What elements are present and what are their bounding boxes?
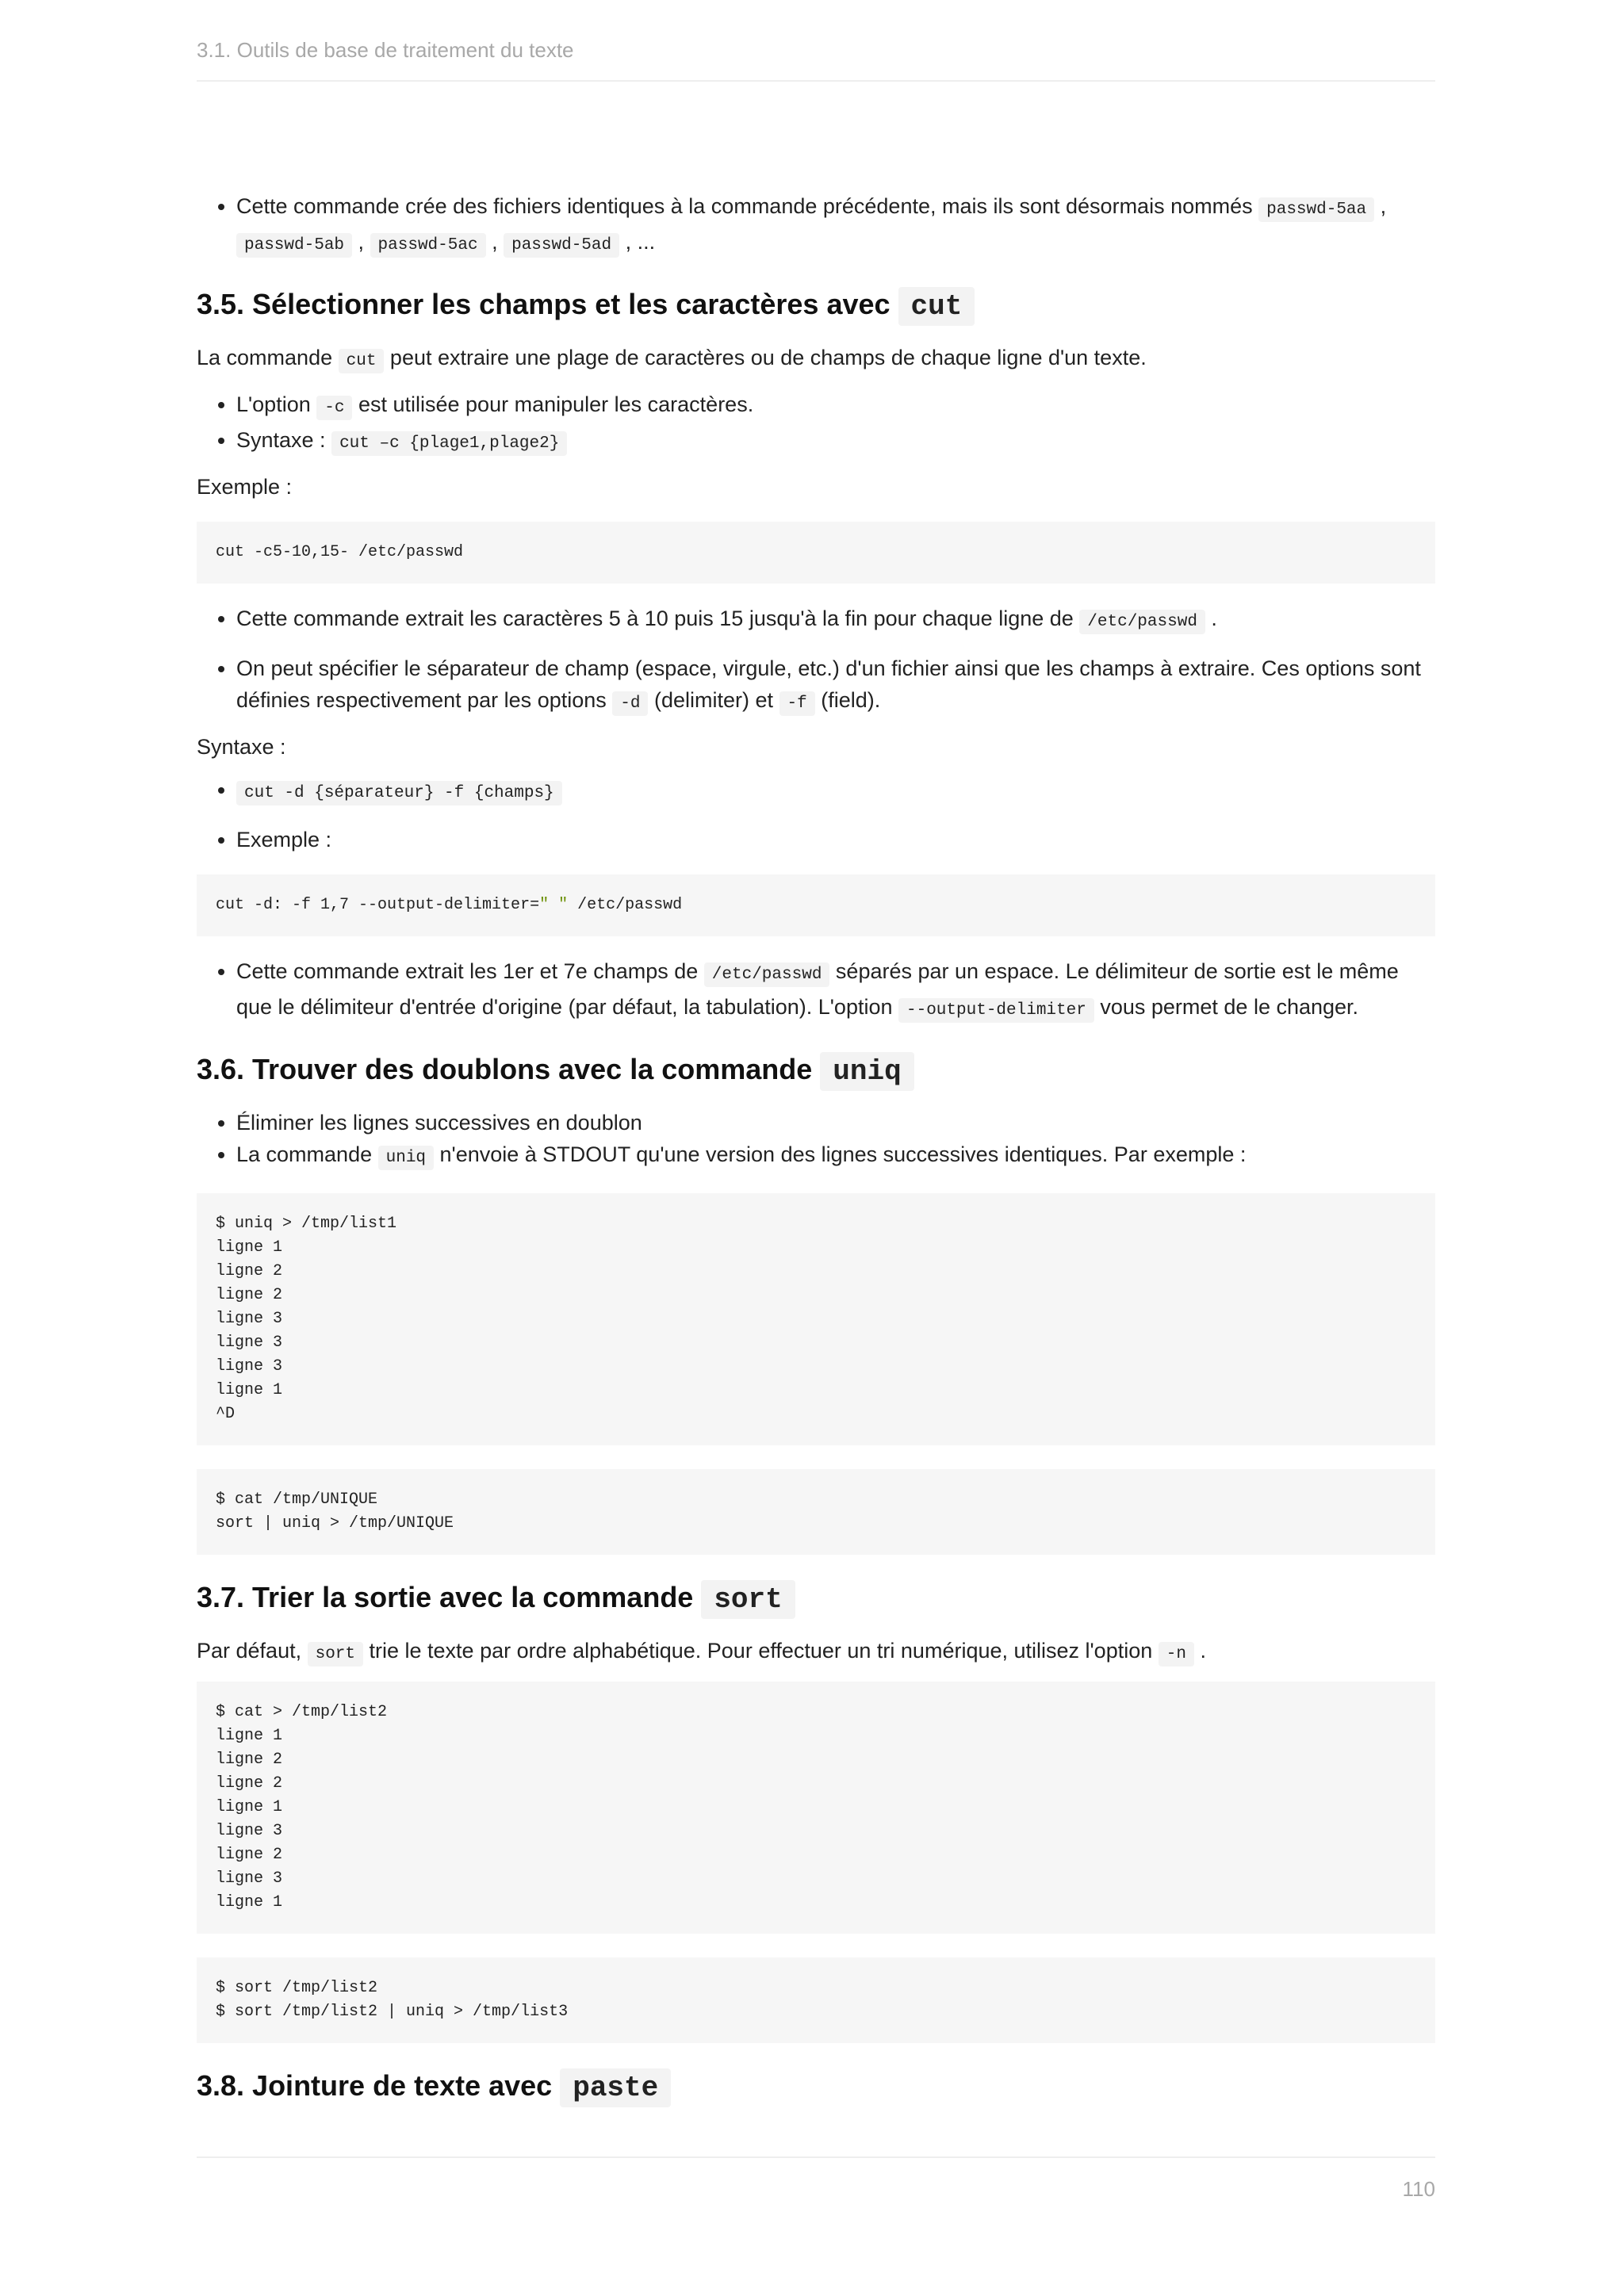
heading-code: paste xyxy=(560,2068,671,2107)
inline-code: cut -d {séparateur} -f {champs} xyxy=(236,781,562,806)
inline-code: /etc/passwd xyxy=(1079,610,1205,634)
heading-code: cut xyxy=(898,287,975,326)
running-header: 3.1. Outils de base de traitement du texte xyxy=(197,38,1435,82)
list-item: • On peut spécifier le séparateur de champ (espace, virgule, etc.) d'un fichier ainsi que les champs à extraire. Ces options sont définies respectivement par les options -d (delimiter) et -f (field). xyxy=(236,652,1435,720)
inline-code: -d xyxy=(612,691,648,716)
list-item: • Cette commande extrait les caractères 5 à 10 puis 15 jusqu'à la fin pour chaque ligne de /etc/passwd . xyxy=(236,603,1435,638)
inline-code: passwd-5aa xyxy=(1258,197,1374,222)
section-heading-3-6: 3.6. Trouver des doublons avec la commande uniq xyxy=(197,1046,1435,1096)
code-block: $ uniq > /tmp/list1 ligne 1 ligne 2 ligne 2 ligne 3 ligne 3 ligne 3 ligne 1 ^D xyxy=(197,1193,1435,1445)
bullet-list xyxy=(197,955,1435,1027)
list-item: • Cette commande extrait les 1er et 7e champs de /etc/passwd séparés par un espace. Le délimiteur de sortie est le même que le délimiteur d'entrée d'origine (par défaut, la tabulation). L'option --output-delimiter vous permet de le changer. xyxy=(236,955,1435,1027)
list-item: • Éliminer les lignes successives en doublon xyxy=(236,1107,1435,1138)
inline-code: passwd-5ad xyxy=(504,233,619,258)
bullet-list xyxy=(197,774,1435,855)
inline-code: -c xyxy=(316,396,352,420)
inline-code: --output-delimiter xyxy=(898,998,1094,1023)
inline-code: passwd-5ac xyxy=(370,233,486,258)
list-item: • La commande uniq n'envoie à STDOUT qu'une version des lignes successives identiques. Par exemple : xyxy=(236,1138,1435,1174)
code-block: $ cat > /tmp/list2 ligne 1 ligne 2 ligne 2 ligne 1 ligne 3 ligne 2 ligne 3 ligne 1 xyxy=(197,1682,1435,1934)
example-label: Exemple : xyxy=(197,475,293,499)
heading-code: sort xyxy=(701,1580,795,1619)
code-block: $ sort /tmp/list2 $ sort /tmp/list2 | uniq > /tmp/list3 xyxy=(197,1957,1435,2043)
inline-code: /etc/passwd xyxy=(704,962,830,987)
inline-code: sort xyxy=(308,1642,363,1667)
list-item xyxy=(236,774,1435,809)
bullet-list xyxy=(197,603,1435,720)
bullet-list xyxy=(197,388,1435,460)
string-literal: " " xyxy=(539,896,569,914)
page-content xyxy=(197,190,1435,2112)
inline-code: cut xyxy=(339,349,385,373)
bullet-list xyxy=(197,1107,1435,1174)
list-item: • L'option -c est utilisée pour manipuler les caractères. xyxy=(236,388,1435,424)
list-item: • Syntaxe : cut –c {plage1,plage2} xyxy=(236,424,1435,460)
code-block: cut -c5-10,15- /etc/passwd xyxy=(197,522,1435,584)
section-heading-3-8: 3.8. Jointure de texte avec paste xyxy=(197,2062,1435,2112)
page-footer xyxy=(197,2156,1435,2202)
code-block: cut -d: -f 1,7 --output-delimiter=" " /etc/passwd xyxy=(197,874,1435,936)
syntax-label: Syntaxe : xyxy=(197,735,286,759)
inline-code: -n xyxy=(1159,1642,1194,1667)
page-number: 110 xyxy=(1402,2177,1435,2201)
section-heading-3-7: 3.7. Trier la sortie avec la commande sort xyxy=(197,1574,1435,1624)
code-block: $ cat /tmp/UNIQUE sort | uniq > /tmp/UNIQUE xyxy=(197,1469,1435,1555)
paragraph: La commande cut peut extraire une plage de caractères ou de champs de chaque ligne d'un texte. xyxy=(197,342,1435,377)
inline-code: cut –c {plage1,plage2} xyxy=(331,431,567,456)
heading-code: uniq xyxy=(820,1052,914,1091)
section-heading-3-5: 3.5. Sélectionner les champs et les caractères avec cut xyxy=(197,281,1435,331)
list-item: • Exemple : xyxy=(236,824,1435,855)
inline-code: passwd-5ab xyxy=(236,233,352,258)
list-item: • Cette commande crée des fichiers identiques à la commande précédente, mais ils sont désormais nommés passwd-5aa , passwd-5ab , passwd-5ac , passwd-5ad , ... xyxy=(236,190,1435,262)
paragraph: Par défaut, sort trie le texte par ordre alphabétique. Pour effectuer un tri numérique, utilisez l'option -n . xyxy=(197,1635,1435,1670)
inline-code: -f xyxy=(779,691,815,716)
inline-code: uniq xyxy=(378,1146,434,1170)
intro-list xyxy=(197,190,1435,262)
